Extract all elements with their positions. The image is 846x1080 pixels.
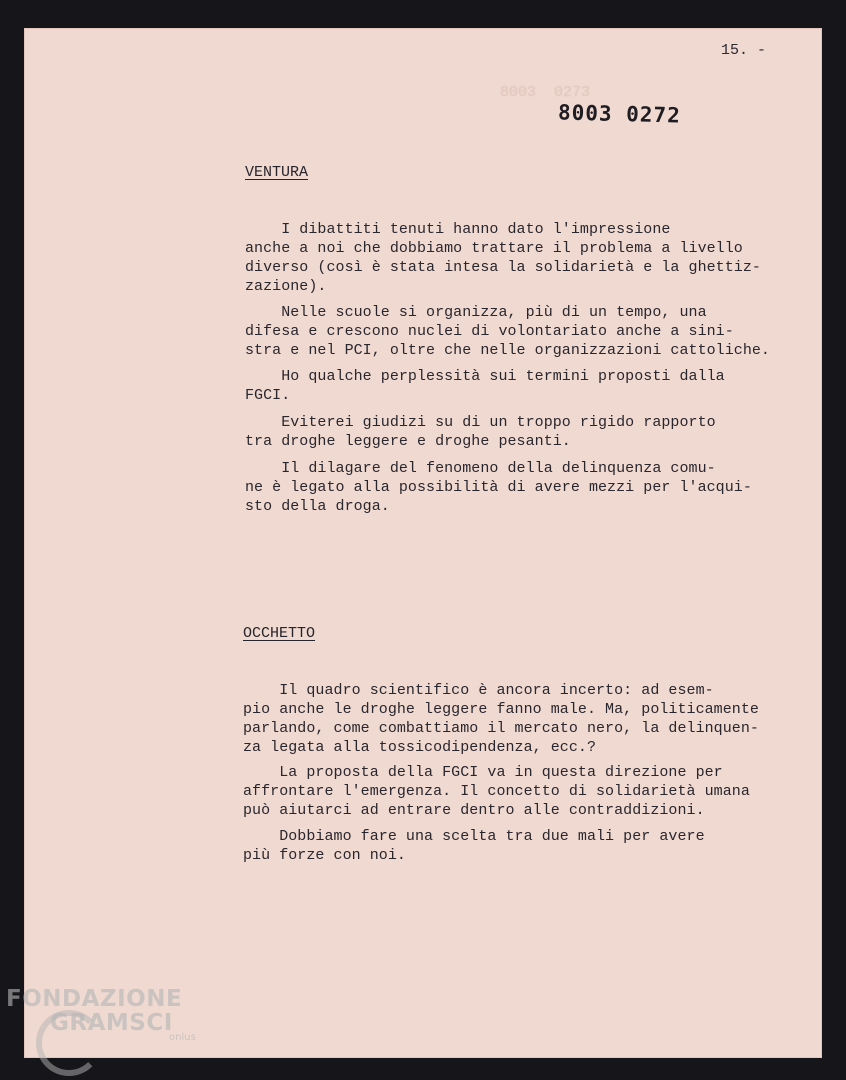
text-line: zazione). [245, 278, 327, 295]
text-line: ne è legato alla possibilità di avere mezzi per l'acqui- [245, 479, 752, 496]
text-line: Eviterei giudizi su di un troppo rigido rapporto [245, 414, 716, 431]
text-line: sto della droga. [245, 498, 390, 515]
text-line: Nelle scuole si organizza, più di un tempo, una [245, 304, 707, 321]
archive-stamp: 8003 0272 [557, 100, 682, 128]
text-line: Il quadro scientifico è ancora incerto: ad esem- [243, 682, 714, 699]
text-line: Dobbiamo fare una scelta tra due mali per avere [243, 828, 705, 845]
text-line: parlando, come combattiamo il mercato nero, la delinquen- [243, 720, 759, 737]
text-line: anche a noi che dobbiamo trattare il problema a livello [245, 240, 743, 257]
bleed-through: 8003 0273 [500, 84, 591, 101]
fondazione-gramsci-logo [6, 986, 196, 1043]
text-line: diverso (così è stata intesa la solidarietà e la ghettiz- [245, 259, 761, 276]
text-line: Ho qualche perplessità sui termini proposti dalla [245, 368, 725, 385]
speaker-heading-occhetto: OCCHETTO [243, 625, 316, 642]
text-line: I dibattiti tenuti hanno dato l'impressione [245, 221, 671, 238]
text-line: FGCI. [245, 387, 291, 404]
logo-ring-icon [36, 1010, 102, 1076]
logo-line-2: GRAMSCI [50, 1010, 173, 1036]
logo-line-3: onlus [169, 1032, 196, 1043]
speaker-heading-ventura: VENTURA [245, 164, 309, 181]
document-page [24, 28, 822, 1058]
text-line: stra e nel PCI, oltre che nelle organizzazioni cattoliche. [245, 342, 770, 359]
text-line: tra droghe leggere e droghe pesanti. [245, 433, 571, 450]
page-number: 15. - [721, 42, 767, 59]
text-line: pio anche le droghe leggere fanno male. Ma, politicamente [243, 701, 759, 718]
text-line: Il dilagare del fenomeno della delinquenza comu- [245, 460, 716, 477]
logo-line-1: FONDAZIONE [6, 986, 183, 1012]
text-line: può aiutarci ad entrare dentro alle contraddizioni. [243, 802, 705, 819]
text-line: più forze con noi. [243, 847, 406, 864]
text-line: za legata alla tossicodipendenza, ecc.? [243, 739, 597, 756]
text-line: La proposta della FGCI va in questa direzione per [243, 764, 723, 781]
text-line: affrontare l'emergenza. Il concetto di solidarietà umana [243, 783, 750, 800]
text-line: difesa e crescono nuclei di volontariato anche a sini- [245, 323, 734, 340]
